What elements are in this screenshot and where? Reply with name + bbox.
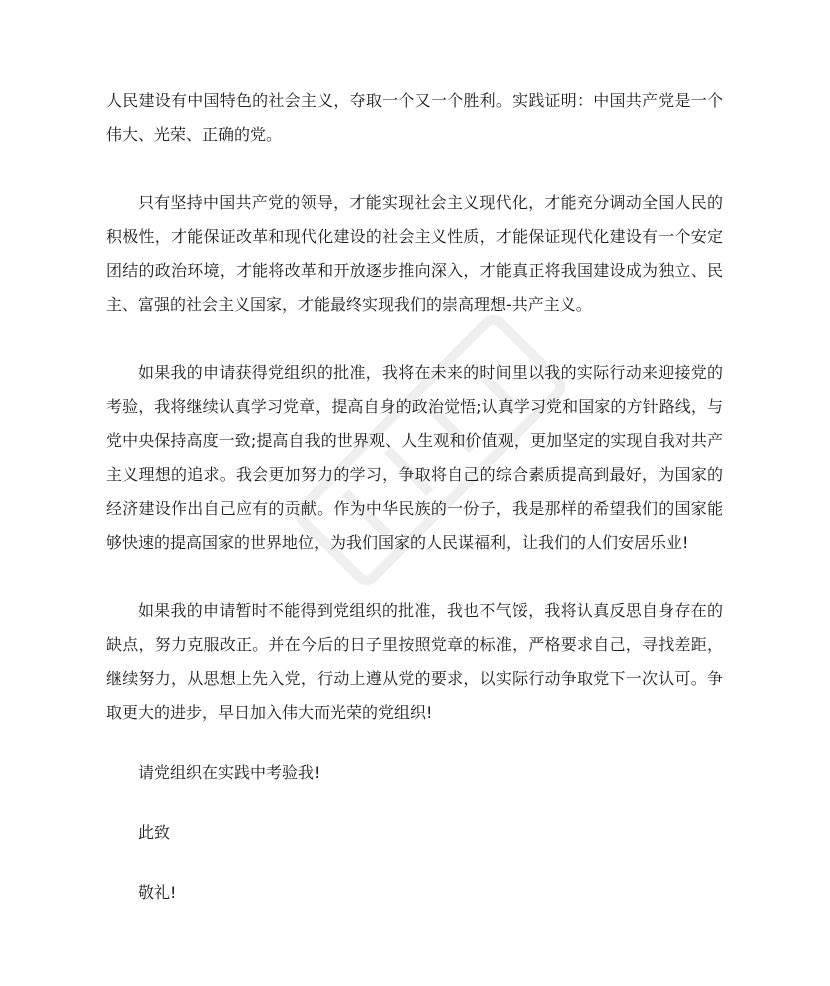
- closing-salutation: 此致: [138, 823, 171, 842]
- closing-respect: 敬礼!: [138, 883, 177, 902]
- closing-request: 请党组织在实践中考验我!: [138, 763, 321, 782]
- paragraph-if-approved: 如果我的申请获得党组织的批准，我将在未来的时间里以我的实际行动来迎接党的考验，我将继续认真学习党章，提高自身的政治觉悟;认真学习党和国家的方针路线，与党中央保持高度一致;提高自我的世界观、人生观和价值观，更加坚定的实现自我对共产主义理想的追求。我会更加努力的学习，争取将自己的综合素质提高到最好，为国家的经济建设作出自己应有的贡献。作为中华民族的一份子，我是那样的希望我们的国家能够快速的提高国家的世界地位，为我们国家的人民谋福利，让我们的人们安居乐业!: [106, 363, 723, 552]
- paragraph-leadership: 只有坚持中国共产党的领导，才能实现社会主义现代化，才能充分调动全国人民的积极性，才能保证改革和现代化建设的社会主义性质，才能保证现代化建设有一个安定团结的政治环境，才能将改革和开放逐步推向深入，才能真正将我国建设成为独立、民主、富强的社会主义国家，才能最终实现我们的崇高理想-共产主义。: [106, 193, 723, 314]
- document-body: [106, 84, 723, 910]
- paragraph-if-not-approved: 如果我的申请暂时不能得到党组织的批准，我也不气馁，我将认真反思自身存在的缺点，努力克服改正。并在今后的日子里按照党章的标准，严格要求自己，寻找差距，继续努力，从思想上先入党，行动上遵从党的要求，以实际行动争取党下一次认可。争取更大的进步，早日加入伟大而光荣的党组织!: [106, 601, 723, 722]
- paragraph-intro: 人民建设有中国特色的社会主义，夺取一个又一个胜利。实践证明：中国共产党是一个伟大、光荣、正确的党。: [106, 91, 723, 144]
